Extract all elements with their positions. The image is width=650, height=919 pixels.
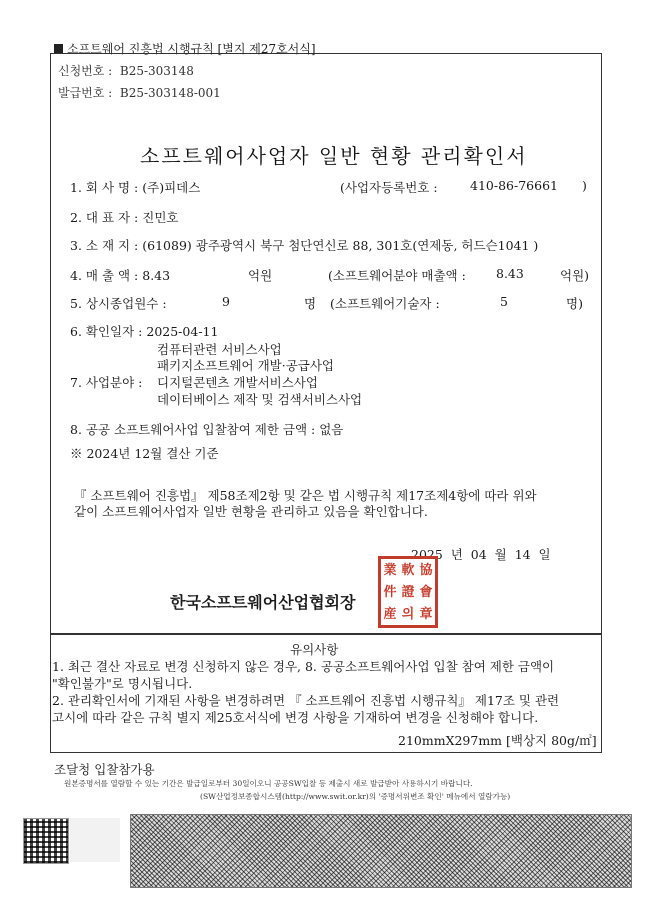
footer-note-line: 원본증명서를 열람할 수 있는 기간은 발급일로부터 30일이오니 공공SW입찰 등 제출시 새로 발급받아 사용하시기 바랍니다. — [64, 779, 473, 788]
biz-reg-close: ) — [582, 178, 587, 193]
application-number — [58, 62, 194, 79]
notes-line: "확인불가"로 명시됩니다. — [52, 676, 193, 691]
business-item: 데이터베이스 제작 및 검색서비스사업 — [157, 392, 363, 407]
sw-eng-value: 5 — [500, 294, 508, 309]
form-reference-text: 소프트웨어 진흥법 시행규칙 [별지 제27호서식] — [67, 42, 316, 56]
sw-sales-unit: 억원) — [560, 268, 590, 283]
ceo-label: 2. 대 표 자 : — [70, 210, 139, 225]
date-month: 04 — [470, 547, 487, 562]
qr-code-image — [23, 818, 69, 864]
confirm-date-value: 2025-04-11 — [146, 324, 219, 339]
biz-reg-value: 410-86-76661 — [470, 178, 558, 193]
document-title: 소프트웨어사업자 일반 현황 관리확인서 — [140, 144, 528, 168]
notes-line: 2. 관리확인서에 기재된 사항을 변경하려면 『 소프트웨어 진흥법 시행규칙』 제17조 및 관련 — [52, 693, 560, 708]
company-row — [70, 178, 200, 196]
issue-number-label: 발급번호 : — [58, 86, 113, 100]
date-day: 14 — [514, 547, 531, 562]
notes-title: 유의사항 — [290, 642, 339, 657]
bid-limit-line: 8. 공공 소프트웨어사업 입찰참여 제한 금액 : 없음 — [70, 422, 344, 437]
seal-char: 軟 — [401, 562, 415, 578]
company-label: 1. 회 사 명 : — [70, 180, 139, 195]
biz-reg-row — [340, 178, 438, 196]
sales-label: 4. 매 출 액 : — [70, 268, 139, 283]
business-item: 패키지소프트웨어 개발·공급사업 — [157, 358, 334, 373]
ceo-row — [70, 208, 178, 226]
footer-note-line: (SW산업정보종합시스템(http://www.swit.or.kr)의 '증명서위변조 확인' 메뉴에서 열람가능) — [200, 792, 511, 801]
seal-char: 件 — [383, 584, 397, 600]
date-year-unit: 년 — [450, 547, 463, 562]
seal-char: 會 — [419, 584, 433, 600]
notes-line: 1. 최근 결산 자료로 변경 신청하지 않은 경우, 8. 공공소프트웨어사업 입찰 참여 제한 금액이 — [52, 659, 555, 674]
application-number-label: 신청번호 : — [58, 64, 113, 78]
sw-eng-label: (소프트웨어기술자 : — [330, 296, 440, 311]
confirm-date-row — [70, 322, 218, 340]
notes-line: 고시에 따라 같은 규칙 별지 제25호서식에 변경 사항을 기재하여 변경을 신청해야 합니다. — [52, 710, 539, 725]
seal-char: 證 — [401, 584, 415, 600]
issue-number — [58, 84, 221, 101]
sw-sales-value: 8.43 — [496, 266, 524, 281]
address-label: 3. 소 재 지 : — [70, 238, 139, 253]
basis-line: ※ 2024년 12월 결산 기준 — [70, 446, 219, 461]
biz-reg-label: (사업자등록번호 : — [340, 180, 438, 195]
square-bullet-icon — [54, 44, 63, 53]
sw-sales-label: (소프트웨어분야 매출액 : — [328, 268, 466, 283]
date-year: 2025 — [411, 547, 443, 562]
seal-char: 章 — [419, 606, 433, 622]
seal-char: 産 — [383, 606, 397, 622]
employees-label: 5. 상시종업원수 : — [70, 296, 167, 311]
sales-unit: 억원 — [248, 268, 273, 283]
application-number-value: B25-303148 — [119, 64, 194, 78]
issue-number-value: B25-303148-001 — [119, 86, 221, 100]
date-day-unit: 일 — [538, 547, 551, 562]
ceo-value: 진민호 — [142, 210, 179, 225]
employees-unit: 명 — [304, 296, 317, 311]
sw-eng-unit: 명) — [566, 296, 583, 311]
statement-line: 『 소프트웨어 진흥법』 제58조제2항 및 같은 법 시행규칙 제17조제4항에 따라 위와 — [74, 488, 537, 503]
paper-size: 210mmX297mm [백상지 80g/㎡] — [398, 733, 597, 748]
employees-value: 9 — [222, 294, 230, 309]
address-row — [70, 236, 538, 254]
business-item: 컴퓨터관련 서비스사업 — [157, 342, 282, 357]
seal-char: 協 — [419, 562, 433, 578]
statement-line: 같이 소프트웨어사업자 일반 현황을 관리하고 있음을 확인합니다. — [74, 504, 428, 519]
issuer-name: 한국소프트웨어산업협회장 — [170, 593, 356, 612]
qr-code-faded-image — [70, 818, 120, 862]
official-seal-stamp — [378, 556, 438, 628]
2d-barcode-image — [130, 814, 632, 888]
seal-char: 의 — [401, 606, 415, 622]
footer-label: 조달청 입찰참가용 — [54, 762, 155, 777]
date-month-unit: 월 — [494, 547, 507, 562]
business-label: 7. 사업분야 : — [70, 375, 143, 390]
confirm-date-label: 6. 확인일자 : — [70, 324, 143, 339]
company-value: (주)피데스 — [142, 180, 201, 195]
sales-value: 8.43 — [142, 268, 171, 283]
seal-char: 業 — [383, 562, 397, 578]
business-item: 디지털콘텐츠 개발서비스사업 — [157, 375, 318, 390]
sales-row — [70, 266, 170, 284]
address-value: (61089) 광주광역시 북구 첨단연신로 88, 301호(연제동, 허드슨1041 ) — [142, 238, 539, 253]
